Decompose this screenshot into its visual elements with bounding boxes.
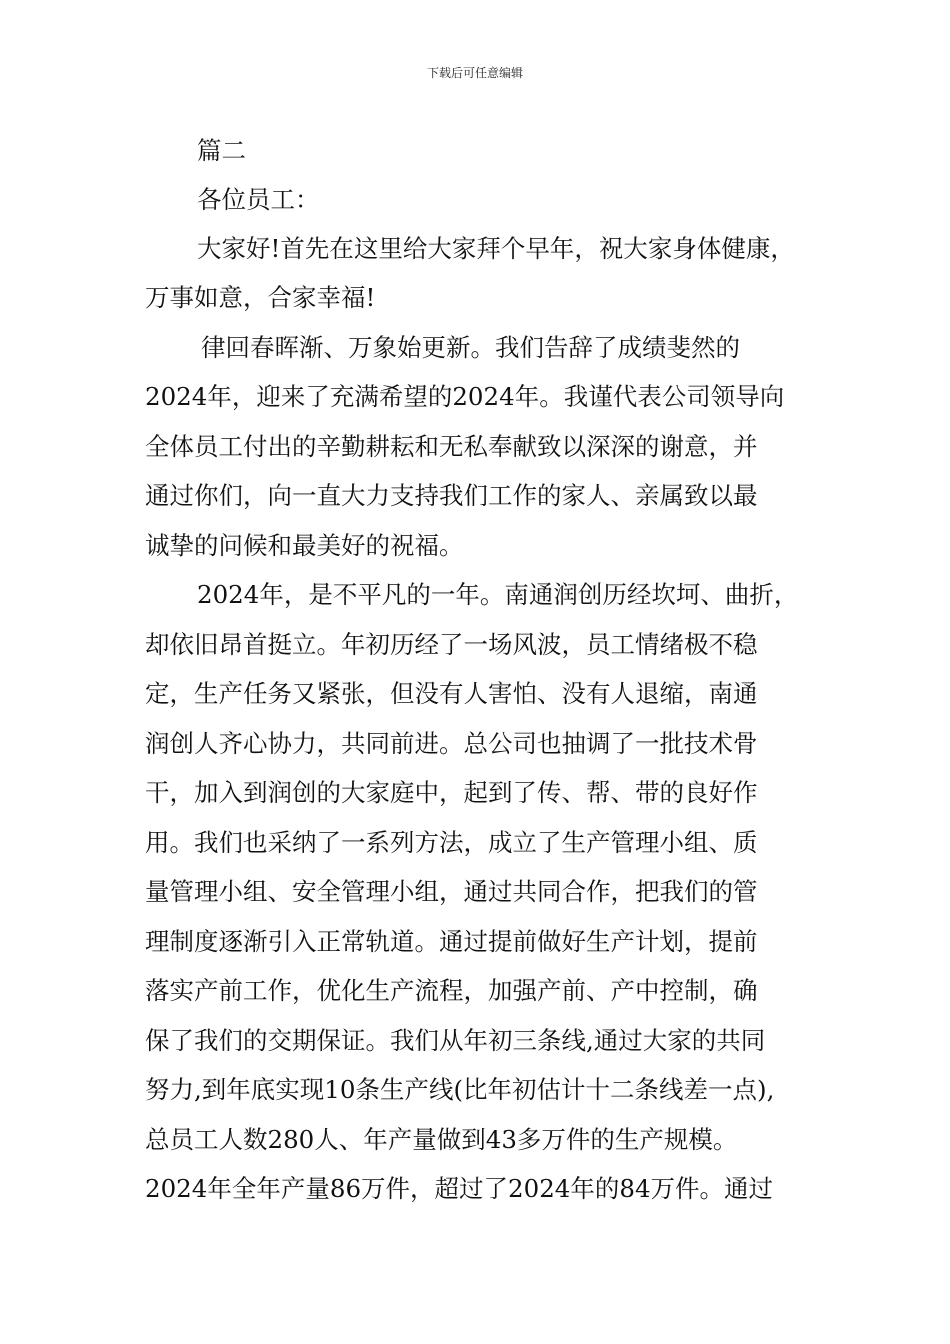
text-line: 润创人齐心协力，共同前进。总公司也抽调了一批技术骨 [145, 729, 758, 758]
salutation: 各位员工： [197, 185, 320, 214]
text-line: 2024年，迎来了充满希望的2024年。我谨代表公司领导向 [145, 382, 785, 411]
text-line: 量管理小组、安全管理小组，通过共同合作，把我们的管 [145, 877, 758, 906]
text-line: 万事如意，合家幸福! [145, 283, 376, 312]
text-line: 2024年全年产量86万件，超过了2024年的84万件。通过 [145, 1174, 774, 1203]
text-line: 理制度逐渐引入正常轨道。通过提前做好生产计划，提前 [145, 927, 758, 956]
section-heading: 篇二 [197, 136, 246, 165]
text-line: 2024年，是不平凡的一年。南通润创历经坎坷、曲折， [197, 580, 799, 609]
text-line: 律回春晖渐、万象始更新。我们告辞了成绩斐然的 [201, 333, 740, 362]
text-line: 全体员工付出的辛勤耕耘和无私奉献致以深深的谢意，并 [145, 432, 758, 461]
text-line: 落实产前工作，优化生产流程，加强产前、产中控制，确 [145, 976, 758, 1005]
text-line: 诚挚的问候和最美好的祝福。 [145, 531, 464, 560]
page-header-note: 下载后可任意编辑 [426, 66, 523, 80]
text-line: 大家好!首先在这里给大家拜个早年，祝大家身体健康， [197, 234, 795, 263]
text-line: 总员工人数280人、年产量做到43多万件的生产规模。 [145, 1125, 738, 1154]
text-line: 努力,到年底实现10条生产线(比年初估计十二条线差一点), [145, 1075, 775, 1104]
text-line: 保了我们的交期保证。我们从年初三条线,通过大家的共同 [145, 1026, 766, 1055]
text-line: 通过你们，向一直大力支持我们工作的家人、亲属致以最 [145, 481, 758, 510]
text-line: 干，加入到润创的大家庭中，起到了传、帮、带的良好作 [145, 778, 758, 807]
text-line: 用。我们也采纳了一系列方法，成立了生产管理小组、质 [145, 828, 758, 857]
text-line: 却依旧昂首挺立。年初历经了一场风波，员工情绪极不稳 [145, 630, 758, 659]
text-line: 定，生产任务又紧张，但没有人害怕、没有人退缩，南通 [145, 679, 758, 708]
